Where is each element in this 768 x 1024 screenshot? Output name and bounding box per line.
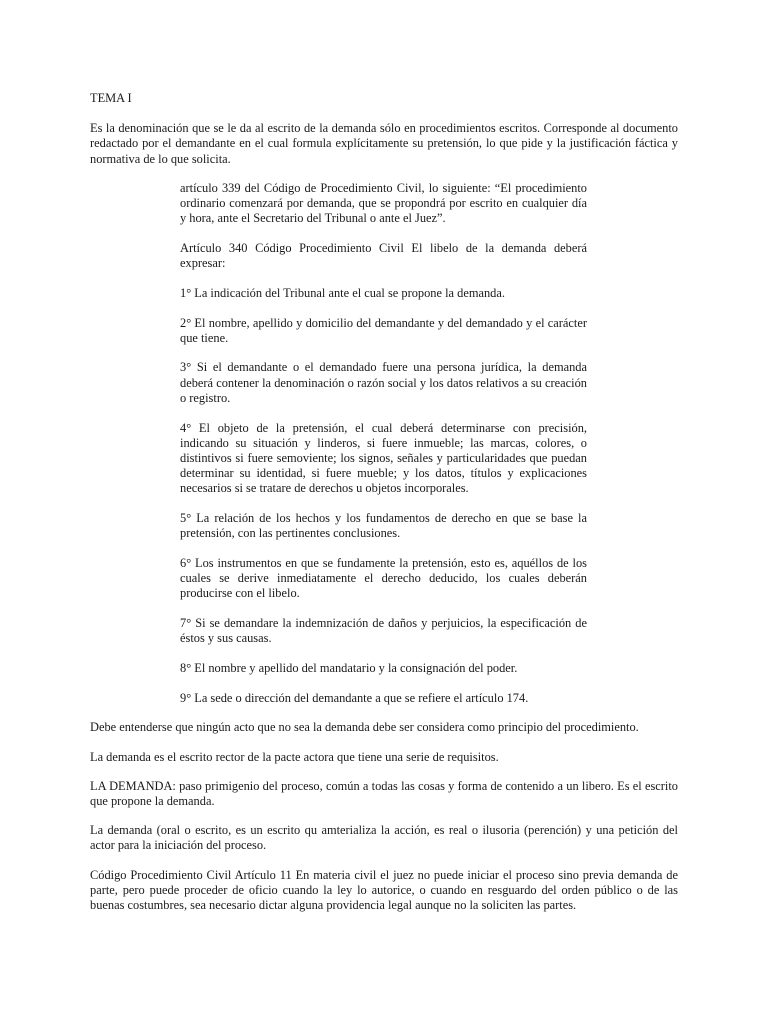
- quote-paragraph: 8° El nombre y apellido del mandatario y la consignación del poder.: [180, 660, 518, 675]
- body-paragraph: Código Procedimiento Civil Artículo 11 En materia civil el juez no puede iniciar el proceso sino previa demanda de parte, pero puede proceder de oficio cuando la ley lo autorice, o cuando en resguardo del orden público o de las buenas costumbres, sea necesario dictar alguna providencia legal aunque no la soliciten las partes.: [90, 867, 678, 913]
- quote-paragraph: 7° Si se demandare la indemnización de daños y perjuicios, la especificación de éstos y sus causas.: [180, 616, 587, 646]
- quote-paragraph: 3° Si el demandante o el demandado fuere una persona jurídica, la demanda deberá contener la denominación o razón social y los datos relativos a su creación o registro.: [180, 360, 587, 405]
- body-paragraph: Debe entenderse que ningún acto que no sea la demanda debe ser considera como principio del procedimiento.: [90, 720, 639, 735]
- intro-paragraph: Es la denominación que se le da al escrito de la demanda sólo en procedimientos escritos. Corresponde al documento redactado por el demandante en el cual formula explícitamente su pretensión, lo que pide y la justificación fáctica y normativa de lo que solicita.: [90, 121, 678, 166]
- quote-paragraph: 4° El objeto de la pretensión, el cual deberá determinarse con precisión, indicando su situación y linderos, si fuere inmueble; las marcas, colores, o distintivos si fuere semoviente; los signos, señales y particularidades que puedan determinar su identidad, si fuere mueble; y los datos, títulos y explicaciones necesarios si se tratare de derechos u objetos incorporales.: [180, 420, 587, 496]
- quoted-article-block: [180, 181, 587, 706]
- body-paragraph: La demanda (oral o escrito, es un escrito qu amterializa la acción, es real o ilusoria (perención) y una petición del actor para la iniciación del proceso.: [90, 823, 678, 853]
- quote-paragraph: 6° Los instrumentos en que se fundamente la pretensión, esto es, aquéllos de los cuales se derive inmediatamente el derecho deducido, los cuales deberán producirse con el libelo.: [180, 555, 587, 601]
- document-title: TEMA I: [90, 91, 132, 105]
- quote-paragraph: 5° La relación de los hechos y los fundamentos de derecho en que se base la pretensión, con las pertinentes conclusiones.: [180, 511, 587, 541]
- body-paragraph: LA DEMANDA: paso primigenio del proceso, común a todas las cosas y forma de contenido a un libero. Es el escrito que propone la demanda.: [90, 778, 678, 808]
- quote-paragraph: 1° La indicación del Tribunal ante el cual se propone la demanda.: [180, 285, 505, 300]
- quote-paragraph: artículo 339 del Código de Procedimiento Civil, lo siguiente: “El procedimiento ordinario comenzará por demanda, que se propondrá por escrito en cualquier día y hora, ante el Secretario del Tribunal o ante el Juez”.: [180, 180, 587, 226]
- quote-paragraph: 2° El nombre, apellido y domicilio del demandante y del demandado y el carácter que tiene.: [180, 315, 587, 345]
- quote-paragraph: 9° La sede o dirección del demandante a que se refiere el artículo 174.: [180, 690, 529, 705]
- body-paragraph: La demanda es el escrito rector de la pacte actora que tiene una serie de requisitos.: [90, 749, 499, 764]
- document-page: [90, 91, 678, 927]
- quote-paragraph: Artículo 340 Código Procedimiento Civil El libelo de la demanda deberá expresar:: [180, 240, 587, 271]
